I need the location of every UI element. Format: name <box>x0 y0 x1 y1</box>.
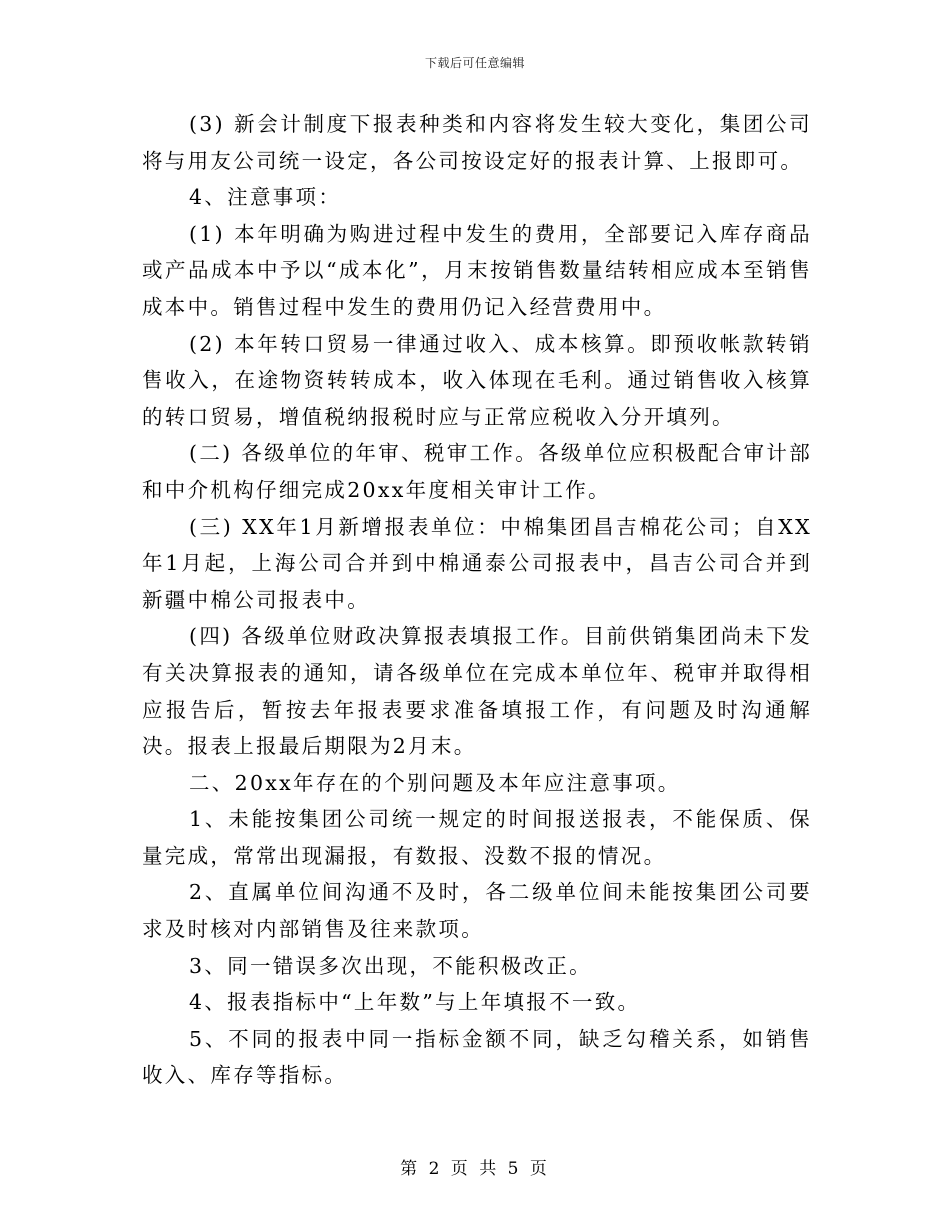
paragraph: (3) 新会计制度下报表种类和内容将发生较大变化，集团公司将与用友公司统一设定，各公司按设定好的报表计算、上报即可。 <box>142 112 812 173</box>
paragraph: (二) 各级单位的年审、税审工作。各级单位应积极配合审计部和中介机构仔细完成20xx年度相关审计工作。 <box>142 441 812 502</box>
paragraph: (2) 本年转口贸易一律通过收入、成本核算。即预收帐款转销售收入，在途物资转转成本，收入体现在毛利。通过销售收入核算的转口贸易，增值税纳报税时应与正常应税收入分开填列。 <box>142 331 812 429</box>
page-header: 下载后可任意编辑 <box>424 56 525 70</box>
paragraph: 4、报表指标中“上年数”与上年填报不一致。 <box>189 990 641 1015</box>
paragraph: 4、注意事项： <box>189 185 342 210</box>
document-body <box>142 106 812 1094</box>
paragraph: 3、同一错误多次出现，不能积极改正。 <box>189 953 592 978</box>
paragraph: (1) 本年明确为购进过程中发生的费用，全部要记入库存商品或产品成本中予以“成本化”，月末按销售数量结转相应成本至销售成本中。销售过程中发生的费用仍记入经营费用中。 <box>142 221 812 319</box>
paragraph: 1、未能按集团公司统一规定的时间报送报表，不能保质、保量完成，常常出现漏报，有数报、没数不报的情况。 <box>142 807 812 868</box>
paragraph: (三) XX年1月新增报表单位：中棉集团昌吉棉花公司；自XX年1月起，上海公司合并到中棉通泰公司报表中，昌吉公司合并到新疆中棉公司报表中。 <box>142 514 812 612</box>
paragraph: 5、不同的报表中同一指标金额不同，缺乏勾稽关系，如销售收入、库存等指标。 <box>142 1026 812 1088</box>
page-number-footer: 第 2 页 共 5 页 <box>400 1159 550 1179</box>
paragraph: 2、直属单位间沟通不及时，各二级单位间未能按集团公司要求及时核对内部销售及往来款项。 <box>142 880 812 942</box>
paragraph: (四) 各级单位财政决算报表填报工作。目前供销集团尚未下发有关决算报表的通知，请各级单位在完成本单位年、税审并取得相应报告后，暂按去年报表要求准备填报工作，有问题及时沟通解决。报表上报最后期限为2月末。 <box>142 624 812 759</box>
paragraph: 二、20xx年存在的个别问题及本年应注意事项。 <box>189 770 681 795</box>
